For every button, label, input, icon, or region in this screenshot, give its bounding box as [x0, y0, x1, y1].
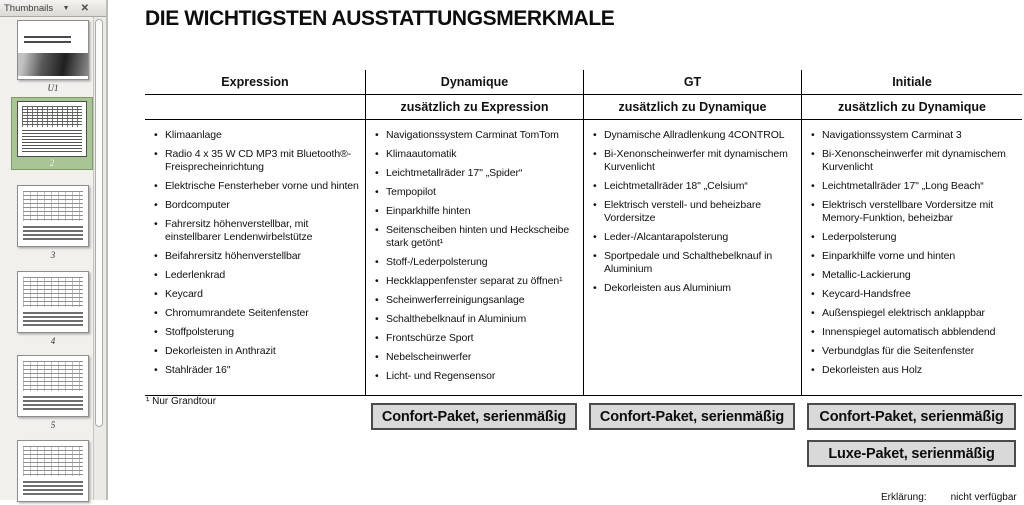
- column-body-gt: [583, 120, 801, 395]
- thumbnails-panel-header: [0, 0, 106, 17]
- table-body-row: [145, 120, 1022, 396]
- thumbnail-page-U1[interactable]: [17, 20, 89, 93]
- package-cell-dynamique: [365, 396, 583, 467]
- column-subheader-expression: [145, 95, 365, 119]
- thumbnail-preview: [17, 101, 87, 157]
- legend-label: Erklärung:: [881, 492, 927, 503]
- feature-item: • Einparkhilfe vorne und hinten: [811, 250, 1018, 263]
- feature-item: • Einparkhilfe hinten: [375, 205, 579, 218]
- feature-item: • Elektrisch verstell- und beheizbare Vordersitze: [593, 199, 797, 225]
- thumbnail-label: 3: [50, 250, 56, 260]
- thumbnail-preview: [17, 20, 89, 80]
- feature-item: • Radio 4 x 35 W CD MP3 mit Bluetooth®-Freisprecheinrichtung: [154, 148, 361, 174]
- feature-item: • Klimaautomatik: [375, 148, 579, 161]
- feature-item: • Navigationssystem Carminat 3: [811, 129, 1018, 142]
- thumbnails-panel-body: [0, 17, 106, 500]
- feature-item: • Stahlräder 16'': [154, 364, 361, 377]
- thumbnail-page-3[interactable]: [17, 185, 89, 260]
- sidebar-scrollbar-thumb[interactable]: [95, 19, 103, 427]
- feature-item: • Chromumrandete Seitenfenster: [154, 307, 361, 320]
- table-subheader-row: [145, 95, 1022, 120]
- thumbnail-page-2[interactable]: [11, 97, 93, 170]
- feature-item: • Leichtmetallräder 17'' „Spider“: [375, 167, 579, 180]
- package-button-row: [145, 396, 1022, 467]
- legend: [881, 492, 1017, 503]
- legend-value: nicht verfügbar: [950, 492, 1017, 503]
- feature-item: • Leichtmetallräder 18'' „Celsium“: [593, 180, 797, 193]
- chevron-down-icon[interactable]: ▼: [62, 4, 70, 12]
- thumbnail-label: 2: [49, 158, 55, 168]
- feature-item: • Leder-/Alcantarapolsterung: [593, 231, 797, 244]
- feature-item: • Dynamische Allradlenkung 4CONTROL: [593, 129, 797, 142]
- sidebar-scrollbar-track[interactable]: [93, 17, 106, 500]
- close-icon[interactable]: ✕: [80, 2, 89, 14]
- feature-item: • Tempopilot: [375, 186, 579, 199]
- feature-list: [811, 129, 1018, 377]
- thumbnail-list: [0, 17, 93, 500]
- thumbnails-panel: [0, 0, 108, 500]
- thumbnail-page-4[interactable]: [17, 271, 89, 346]
- feature-item: • Innenspiegel automatisch abblendend: [811, 326, 1018, 339]
- feature-item: • Keycard-Handsfree: [811, 288, 1018, 301]
- thumbnail-page-5[interactable]: [17, 355, 89, 430]
- feature-list: [593, 129, 797, 295]
- feature-item: • Stoff-/Lederpolsterung: [375, 256, 579, 269]
- page-title: DIE WICHTIGSTEN AUSSTATTUNGSMERKMALE: [145, 7, 615, 30]
- column-header-expression: Expression: [221, 75, 289, 89]
- feature-list: [375, 129, 579, 383]
- equipment-table: [145, 70, 1022, 467]
- thumbnail-page-hidden[interactable]: [17, 440, 89, 505]
- feature-item: • Licht- und Regensensor: [375, 370, 579, 383]
- feature-item: • Fahrersitz höhenverstellbar, mit einstellbarer Lendenwirbelstütze: [154, 218, 361, 244]
- thumbnail-preview: [17, 440, 89, 502]
- feature-item: • Navigationssystem Carminat TomTom: [375, 129, 579, 142]
- feature-item: • Klimaanlage: [154, 129, 361, 142]
- feature-item: • Sportpedale und Schalthebelknauf in Aluminium: [593, 250, 797, 276]
- package-button[interactable]: Confort-Paket, serienmäßig: [371, 403, 577, 430]
- thumbnail-label: 5: [50, 420, 56, 430]
- feature-item: • Heckklappenfenster separat zu öffnen¹: [375, 275, 579, 288]
- feature-item: • Dekorleisten in Anthrazit: [154, 345, 361, 358]
- column-body-expression: [145, 120, 365, 395]
- feature-item: • Dekorleisten aus Holz: [811, 364, 1018, 377]
- thumbnail-preview: [17, 271, 89, 333]
- feature-item: • Außenspiegel elektrisch anklappbar: [811, 307, 1018, 320]
- feature-item: • Frontschürze Sport: [375, 332, 579, 345]
- package-button[interactable]: Confort-Paket, serienmäßig: [589, 403, 795, 430]
- package-cell-gt: [583, 396, 801, 467]
- column-header-dynamique: Dynamique: [365, 70, 583, 94]
- feature-item: • Stoffpolsterung: [154, 326, 361, 339]
- column-header-initiale: Initiale: [801, 70, 1022, 94]
- feature-item: • Bordcomputer: [154, 199, 361, 212]
- column-header-gt: GT: [583, 70, 801, 94]
- package-button[interactable]: Luxe-Paket, serienmäßig: [807, 440, 1016, 467]
- feature-item: • Elektrisch verstellbare Vordersitze mit Memory-Funktion, beheizbar: [811, 199, 1018, 225]
- feature-list: [154, 129, 361, 377]
- feature-item: • Dekorleisten aus Aluminium: [593, 282, 797, 295]
- feature-item: • Lederpolsterung: [811, 231, 1018, 244]
- package-button[interactable]: Confort-Paket, serienmäßig: [807, 403, 1016, 430]
- feature-item: • Verbundglas für die Seitenfenster: [811, 345, 1018, 358]
- thumbnail-label: U1: [47, 83, 59, 93]
- column-body-initiale: [801, 120, 1022, 395]
- feature-item: • Metallic-Lackierung: [811, 269, 1018, 282]
- feature-item: • Elektrische Fensterheber vorne und hinten: [154, 180, 361, 193]
- feature-item: • Beifahrersitz höhenverstellbar: [154, 250, 361, 263]
- feature-item: • Schalthebelknauf in Aluminium: [375, 313, 579, 326]
- feature-item: • Bi-Xenonscheinwerfer mit dynamischem Kurvenlicht: [811, 148, 1018, 174]
- table-header-row: [145, 70, 1022, 95]
- feature-item: • Nebelscheinwerfer: [375, 351, 579, 364]
- thumbnail-label: 4: [50, 336, 56, 346]
- thumbnail-preview: [17, 355, 89, 417]
- column-subheader-gt: zusätzlich zu Dynamique: [583, 95, 801, 119]
- feature-item: • Keycard: [154, 288, 361, 301]
- feature-item: • Leichtmetallräder 17'' „Long Beach“: [811, 180, 1018, 193]
- feature-item: • Scheinwerferreinigungsanlage: [375, 294, 579, 307]
- feature-item: • Bi-Xenonscheinwerfer mit dynamischem Kurvenlicht: [593, 148, 797, 174]
- column-body-dynamique: [365, 120, 583, 395]
- thumbnail-preview: [17, 185, 89, 247]
- thumbnails-panel-title: Thumbnails: [4, 2, 54, 14]
- package-cell-initiale: [801, 396, 1022, 467]
- column-subheader-dynamique: zusätzlich zu Expression: [365, 95, 583, 119]
- footnote: ¹ Nur Grandtour: [146, 396, 217, 407]
- feature-item: • Seitenscheiben hinten und Heckscheibe stark getönt¹: [375, 224, 579, 250]
- feature-item: • Lederlenkrad: [154, 269, 361, 282]
- column-subheader-initiale: zusätzlich zu Dynamique: [801, 95, 1022, 119]
